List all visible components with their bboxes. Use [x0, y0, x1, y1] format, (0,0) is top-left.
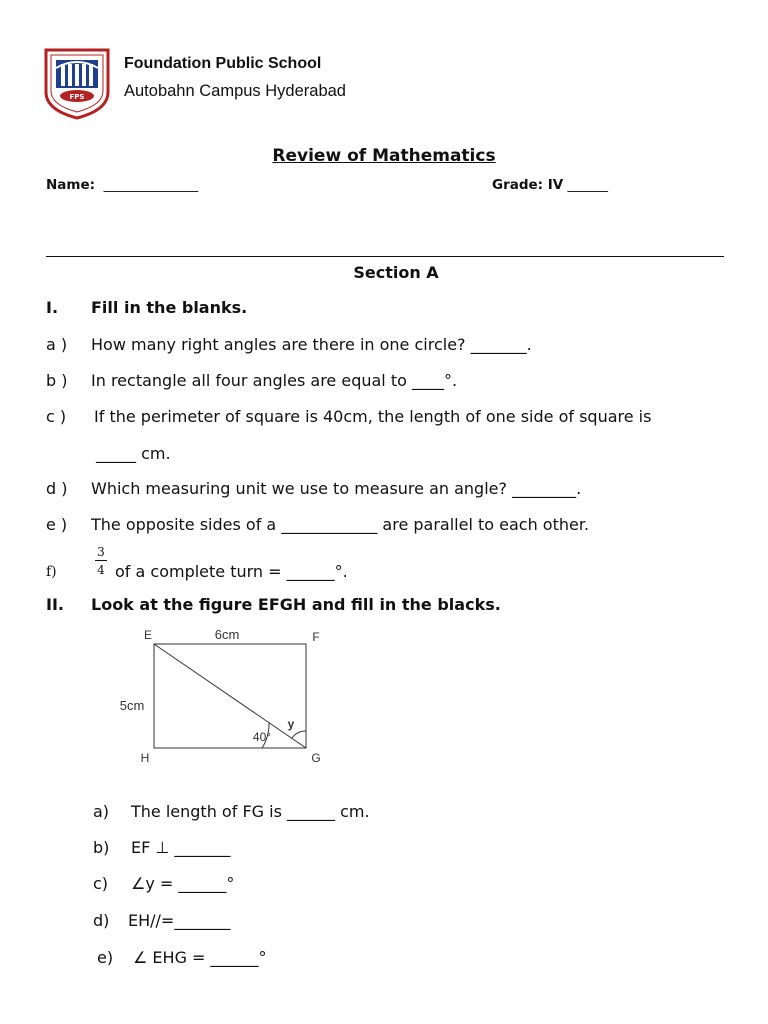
question-text: ∠y = ______°	[131, 874, 235, 893]
name-blank: ______________	[103, 177, 199, 193]
question-label: a )	[46, 335, 68, 354]
part-two-numeral: II.	[46, 595, 64, 614]
school-logo	[42, 46, 112, 120]
question-text: The opposite sides of a ____________ are parallel to each other.	[91, 515, 590, 534]
question-text-continued: _____ cm.	[96, 444, 171, 463]
question-text: EF ⊥ _______	[131, 838, 231, 857]
question-label: c)	[93, 874, 109, 893]
question-text: If the perimeter of square is 40cm, the length of one side of square is	[94, 407, 652, 426]
part-one-heading: Fill in the blanks.	[91, 298, 248, 317]
question-label: b)	[93, 838, 110, 857]
fraction	[95, 545, 107, 577]
question-text: ∠ EHG = ______°	[133, 948, 267, 967]
question-text: of a complete turn = ______°.	[115, 562, 348, 581]
question-label: e)	[97, 948, 114, 967]
question-label: c )	[46, 407, 67, 426]
angle-y-label: y	[287, 717, 295, 731]
question-label: f)	[46, 564, 57, 580]
diagonal-eg	[154, 644, 306, 748]
grade-field	[492, 177, 608, 193]
top-length-label: 6cm	[214, 627, 240, 642]
vertex-h-label: H	[140, 751, 150, 765]
name-label: Name:	[46, 177, 96, 193]
section-title: Section A	[353, 263, 439, 282]
angle-arc-y	[292, 731, 306, 738]
question-label: d)	[93, 911, 110, 930]
question-text: The length of FG is ______ cm.	[131, 802, 370, 821]
divider-line	[46, 256, 724, 257]
question-text: How many right angles are there in one circle? _______.	[91, 335, 532, 354]
vertex-g-label: G	[311, 751, 321, 765]
question-text: EH//=_______	[128, 911, 231, 930]
question-text: In rectangle all four angles are equal to ____°.	[91, 371, 458, 390]
question-label: a)	[93, 802, 110, 821]
campus-name: Autobahn Campus Hyderabad	[124, 82, 346, 100]
question-text: Which measuring unit we use to measure an angle? ________.	[91, 479, 582, 498]
part-one-numeral: I.	[46, 298, 59, 317]
question-label: e )	[46, 515, 68, 534]
school-name: Foundation Public School	[124, 55, 322, 72]
angle-40-label: 40°	[252, 730, 272, 744]
worksheet-title: Review of Mathematics	[272, 146, 496, 166]
vertex-f-label: F	[312, 630, 320, 644]
part-two-heading: Look at the figure EFGH and fill in the blacks.	[91, 595, 501, 614]
rectangle-efgh-figure	[110, 622, 340, 772]
fraction-numerator: 3	[97, 545, 105, 559]
fraction-denominator: 4	[97, 563, 105, 577]
grade-blank: ______	[567, 177, 609, 193]
vertex-e-label: E	[143, 628, 153, 642]
question-label: b )	[46, 371, 68, 390]
name-field	[46, 177, 198, 193]
grade-label: Grade: IV	[492, 177, 564, 193]
side-length-label: 5cm	[119, 698, 145, 713]
logo-text: FPS	[69, 93, 85, 101]
question-label: d )	[46, 479, 68, 498]
